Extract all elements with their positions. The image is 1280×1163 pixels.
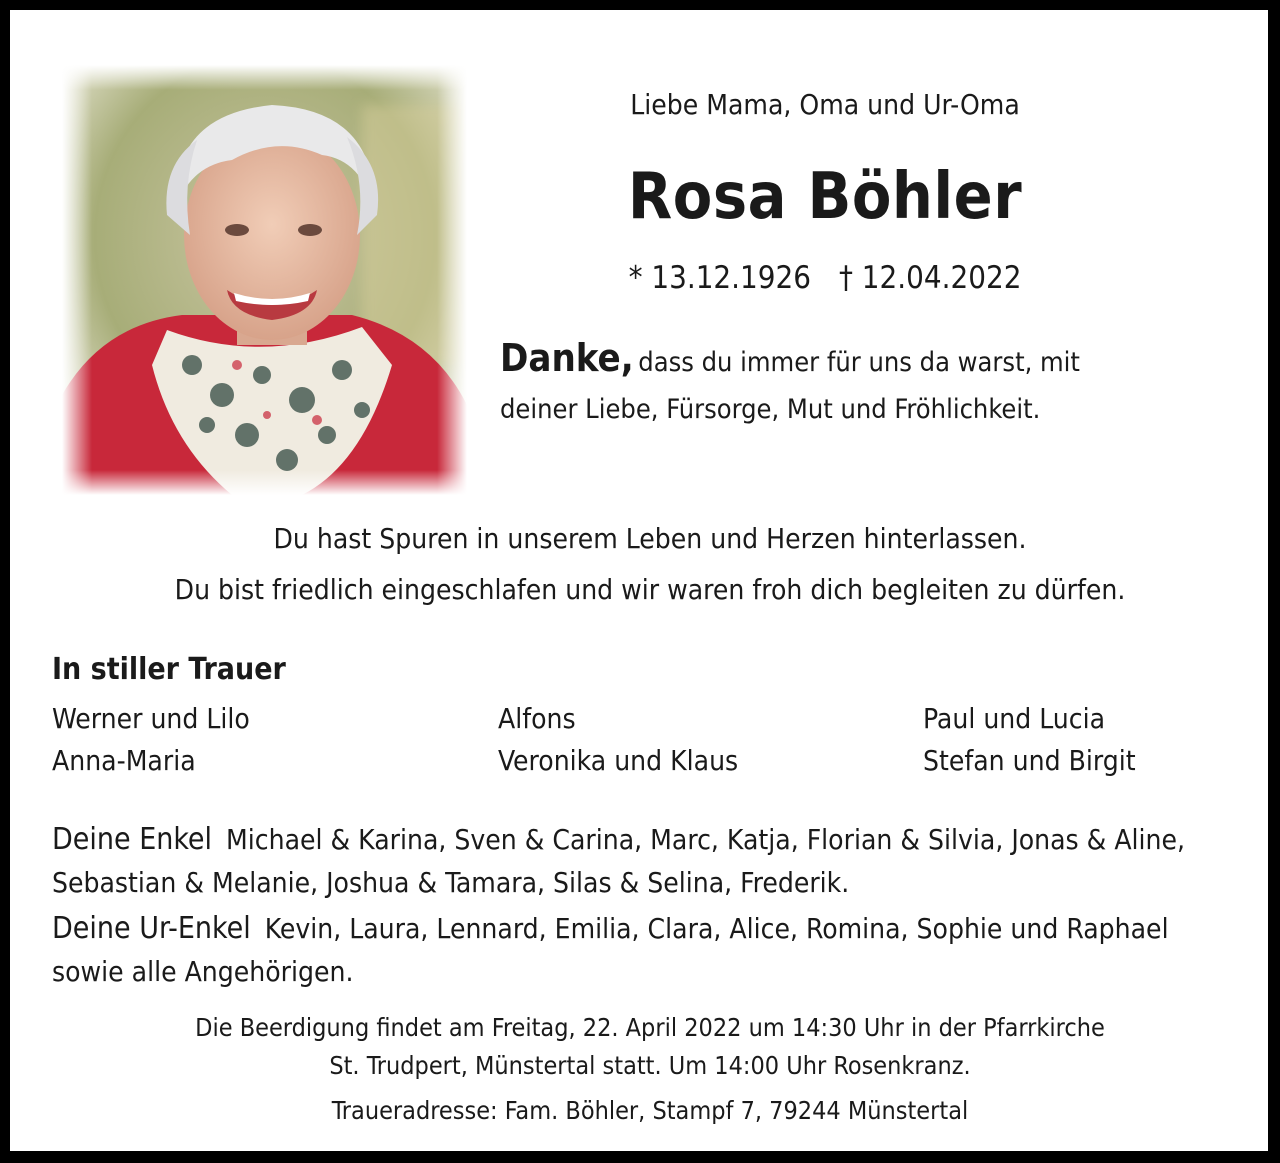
deceased-name: Rosa Böhler [627, 160, 1023, 234]
portrait-photo [62, 65, 467, 495]
mourner-name: Werner und Lilo [52, 702, 250, 735]
grandchildren-paragraph [52, 818, 1232, 904]
verse-line-2: Du bist friedlich eingeschlafen und wir waren froh dich begleiten zu dürfen. [174, 573, 1126, 606]
death-date: † 12.04.2022 [839, 260, 1022, 296]
grandchildren-names: Michael & Karina, Sven & Carina, Marc, Katja, Florian & Silvia, Jonas & Aline, Sebastian & Melanie, Joshua & Tamara, Silas & Selina, Frederik. [52, 823, 1186, 899]
funeral-info-line-1: Die Beerdigung findet am Freitag, 22. April 2022 um 14:30 Uhr in der Pfarrkirche [195, 1013, 1105, 1042]
great-grandchildren-label: Deine Ur-Enkel [52, 911, 251, 946]
intro-line: Liebe Mama, Oma und Ur-Oma [630, 88, 1020, 121]
life-dates [460, 260, 1190, 296]
thanks-word: Danke, [500, 336, 634, 380]
great-grandchildren-names: Kevin, Laura, Lennard, Emilia, Clara, Alice, Romina, Sophie und Raphael sowie alle Angehörigen. [52, 912, 1169, 988]
mourning-title: In stiller Trauer [52, 652, 286, 687]
verse-line-1: Du hast Spuren in unserem Leben und Herzen hinterlassen. [273, 522, 1027, 555]
mourner-name: Stefan und Birgit [923, 744, 1136, 777]
birth-date: * 13.12.1926 [628, 260, 811, 296]
thanks-paragraph [500, 336, 1220, 425]
obituary-notice [10, 10, 1268, 1151]
thanks-line1: dass du immer für uns da warst, mit [638, 347, 1080, 378]
funeral-info-line-2: St. Trudpert, Münstertal statt. Um 14:00 Uhr Rosenkranz. [329, 1051, 971, 1080]
grandchildren-label: Deine Enkel [52, 822, 213, 857]
mourner-name: Veronika und Klaus [498, 744, 739, 777]
mourner-name: Anna-Maria [52, 744, 196, 777]
great-grandchildren-paragraph [52, 907, 1232, 993]
thanks-line2: deiner Liebe, Fürsorge, Mut und Fröhlichkeit. [500, 394, 1041, 425]
mourner-name: Paul und Lucia [923, 702, 1106, 735]
mourner-name: Alfons [498, 702, 576, 735]
mourning-address: Traueradresse: Fam. Böhler, Stampf 7, 79244 Münstertal [331, 1096, 969, 1125]
